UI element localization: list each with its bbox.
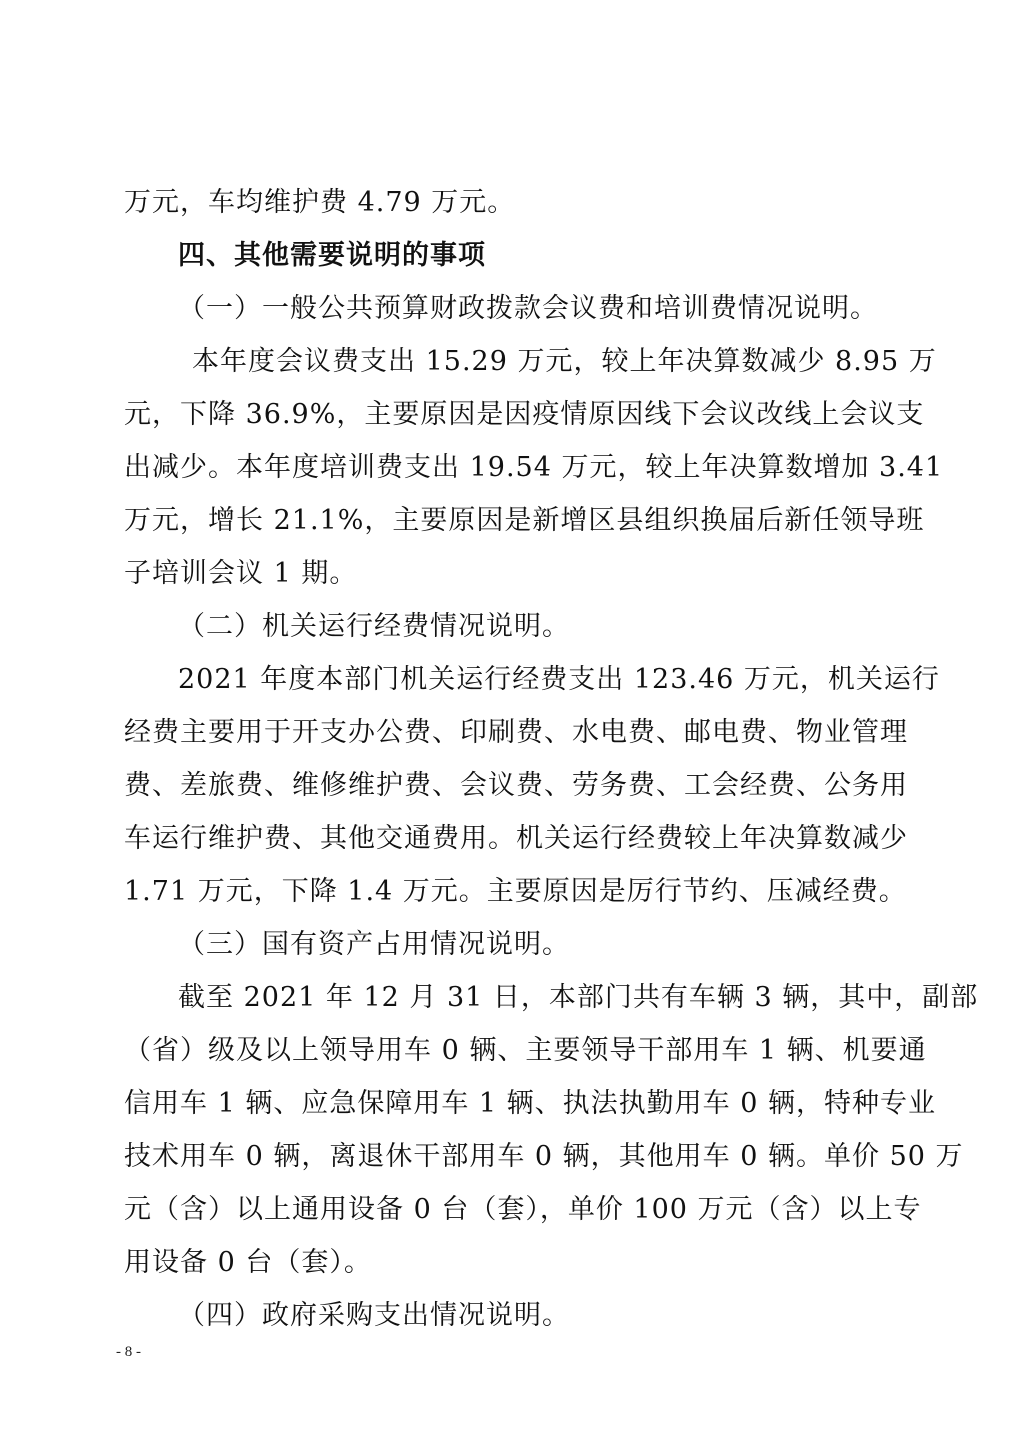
subsection-heading: （四）政府采购支出情况说明。 [178, 1300, 570, 1331]
paragraph-line: 出减少。本年度培训费支出 19.54 万元，较上年决算数增加 3.41 [124, 452, 944, 483]
paragraph-line: 车运行维护费、其他交通费用。机关运行经费较上年决算数减少 [124, 823, 908, 854]
document-body [124, 176, 979, 1342]
paragraph-line: 本年度会议费支出 15.29 万元，较上年决算数减少 8.95 万 [192, 346, 937, 377]
paragraph-line: 1.71 万元，下降 1.4 万元。主要原因是厉行节约、压减经费。 [124, 876, 907, 907]
paragraph-line: 用设备 0 台（套）。 [124, 1247, 372, 1278]
subsection-heading: （二）机关运行经费情况说明。 [178, 611, 570, 642]
paragraph-line: 经费主要用于开支办公费、印刷费、水电费、邮电费、物业管理 [124, 717, 908, 748]
paragraph-line: 技术用车 0 辆，离退休干部用车 0 辆，其他用车 0 辆。单价 50 万 [124, 1141, 964, 1172]
paragraph-line: 万元，车均维护费 4.79 万元。 [124, 187, 516, 218]
subsection-heading: （三）国有资产占用情况说明。 [178, 929, 570, 960]
paragraph-line: 费、差旅费、维修维护费、会议费、劳务费、工会经费、公务用 [124, 770, 908, 801]
paragraph-line: 2021 年度本部门机关运行经费支出 123.46 万元，机关运行 [178, 664, 940, 695]
paragraph-line: 元，下降 36.9%，主要原因是因疫情原因线下会议改线上会议支 [124, 399, 925, 430]
subsection-heading: （一）一般公共预算财政拨款会议费和培训费情况说明。 [178, 293, 878, 324]
section-heading: 四、其他需要说明的事项 [178, 240, 486, 271]
paragraph-line: 截至 2021 年 12 月 31 日，本部门共有车辆 3 辆，其中，副部 [178, 982, 979, 1013]
paragraph-line: 万元，增长 21.1%，主要原因是新增区县组织换届后新任领导班 [124, 505, 925, 536]
paragraph-line: 子培训会议 1 期。 [124, 558, 358, 589]
paragraph-line: 信用车 1 辆、应急保障用车 1 辆、执法执勤用车 0 辆，特种专业 [124, 1088, 937, 1119]
paragraph-line: （省）级及以上领导用车 0 辆、主要领导干部用车 1 辆、机要通 [124, 1035, 927, 1066]
page-number: - 8 - [116, 1344, 141, 1360]
paragraph-line: 元（含）以上通用设备 0 台（套），单价 100 万元（含）以上专 [124, 1194, 922, 1225]
